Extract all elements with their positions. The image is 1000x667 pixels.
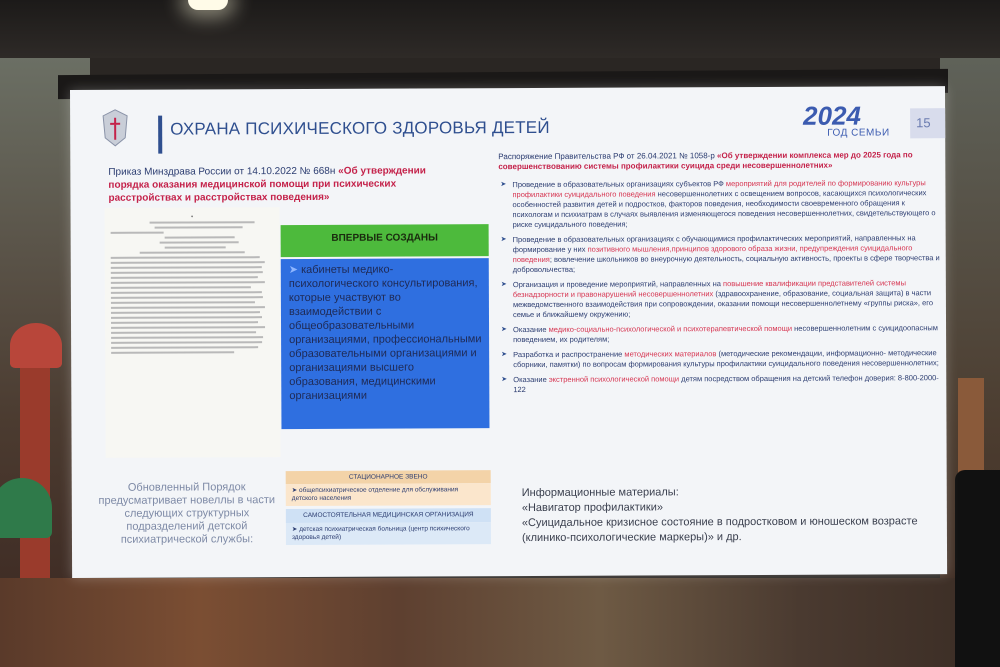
ministry-emblem-icon	[100, 108, 130, 148]
item-text: Оказание	[513, 374, 549, 385]
year-of-family-logo	[803, 100, 890, 138]
item-text: Разработка и распространение	[513, 349, 625, 360]
info-line: «Навигатор профилактики»	[521, 501, 663, 515]
document-header: ●	[190, 213, 194, 219]
cathedral-dome	[0, 478, 52, 538]
stationary-header: СТАЦИОНАРНОЕ ЗВЕНО	[286, 470, 491, 484]
item-text: Проведение в образовательных организациях с обучающимися профилактических мероприятий, направленных на формирование у них	[512, 233, 916, 255]
slide-title: ОХРАНА ПСИХИЧЕСКОГО ЗДОРОВЬЯ ДЕТЕЙ	[170, 117, 550, 139]
item-text: ; вовлечение школьников во внеурочную деятельность, социальную активность, проекты в сфере творчества и добровольчества;	[512, 253, 940, 275]
item-text: (здравоохранение, образование, социальная защита) в части межведомственного взаимодействия при сопровождении, оказании помощи несовершеннолетнему «группы риска», его семье и ближайшему окружению;	[512, 288, 934, 320]
ceiling-lamp	[188, 0, 228, 10]
title-accent-bar	[158, 116, 162, 154]
item-text: Оказание	[513, 324, 549, 335]
left-order-title: «Об утверждении порядка оказания медицинской помощи при психических расстройствах и расстройствах поведения»	[108, 165, 426, 204]
novelty-text: Обновленный Порядок предусматривает новеллы в части следующих структурных подразделений детской психиатрической службы:	[98, 481, 276, 546]
stationary-text: общепсихиатрическое отделение для обслуживания детского населения	[291, 486, 459, 503]
list-item	[501, 373, 941, 395]
item-highlight: методических материалов	[624, 349, 717, 359]
list-item	[501, 348, 941, 370]
item-highlight: мероприятий для родителей по формированию культуры профилактики суицидального поведения	[512, 178, 926, 200]
list-item	[501, 278, 941, 320]
arrow-icon: ➤	[291, 526, 300, 534]
list-item	[501, 323, 941, 345]
arrow-icon: ➤	[288, 263, 302, 277]
independent-body	[286, 522, 491, 545]
item-highlight: медико-социально-психологической и психотерапевтической помощи	[548, 323, 793, 334]
right-order-title: «Об утверждении комплекса мер до 2025 года по совершенствованию системы профилактики суицида среди несовершеннолетних»	[498, 150, 913, 172]
created-text: кабинеты медико-психологического консультирования, которые участвуют во взаимодействии с общеобразовательными организациями, профессиональными образовательными организациями и организациями высшего образования, медицинскими организациями	[288, 263, 482, 403]
item-highlight: повышение квалификации представителей системы безнадзорности и правонарушений несовершеннолетних	[512, 278, 906, 300]
logo-year: 2024	[803, 100, 862, 131]
structure-units	[286, 470, 491, 545]
item-text: несовершеннолетних с освещением вопросов, касающихся психологических особенностей развития детей и подростков, факторов поведения, необходимости своевременного обращения к психологам и психиатрам в случаях выявления изменяющегося поведения несовершеннолетних, свидетельствующего о риске суицидального поведения;	[512, 188, 936, 230]
list-item	[500, 178, 940, 230]
info-heading: Информационные материалы:	[521, 486, 679, 500]
item-text: детям посредством обращения на детский телефон доверия: 8-800-2000-122	[513, 373, 939, 395]
item-text: Проведение в образовательных организациях субъектов РФ	[512, 179, 726, 190]
left-order-prefix: Приказ Минздрава России от 14.10.2022 № 668н	[108, 165, 336, 178]
item-highlight: позитивного мышления,принципов здорового образа жизни, предупреждения суицидального поведения	[512, 243, 913, 265]
created-description	[281, 258, 490, 429]
measures-list	[500, 178, 941, 400]
stationary-body	[286, 483, 491, 506]
list-item	[501, 233, 941, 275]
item-text: несовершеннолетним с суицидоопасным поведением, их родителям;	[513, 323, 938, 345]
left-order-heading	[108, 164, 448, 204]
logo-caption: ГОД СЕМЬИ	[827, 127, 890, 139]
right-order-prefix: Распоряжение Правительства РФ от 26.04.2021 № 1058-р	[498, 151, 715, 162]
ceiling	[0, 0, 1000, 58]
right-order-heading	[498, 150, 933, 172]
independent-header: САМОСТОЯТЕЛЬНАЯ МЕДИЦИНСКАЯ ОРГАНИЗАЦИЯ	[286, 508, 491, 523]
lower-wall-mural	[0, 578, 1000, 667]
arrow-icon: ➤	[291, 487, 300, 495]
info-line: «Суицидальное кризисное состояние в подростковом и юношеском возрасте (клинико-психологические маркеры)» и др.	[521, 515, 918, 545]
cathedral-dome	[10, 323, 62, 368]
independent-text: детская психиатрическая больница (центр психического здоровья детей)	[291, 525, 470, 542]
item-text: (методические рекомендации, информационно- методические сборники, памятки) по вопросам формирования культуры профилактики суицидального поведения несовершеннолетних;	[513, 348, 939, 370]
presentation-slide	[70, 86, 947, 578]
item-text: Организация и проведение мероприятий, направленных на	[512, 279, 724, 290]
info-materials	[522, 484, 922, 546]
created-header: ВПЕРВЫЕ СОЗДАНЫ	[281, 224, 489, 257]
page-number: 15	[910, 108, 947, 138]
item-highlight: экстренной психологической помощи	[548, 374, 680, 384]
phone-in-foreground	[955, 470, 1000, 667]
order-document-scan	[105, 207, 281, 458]
